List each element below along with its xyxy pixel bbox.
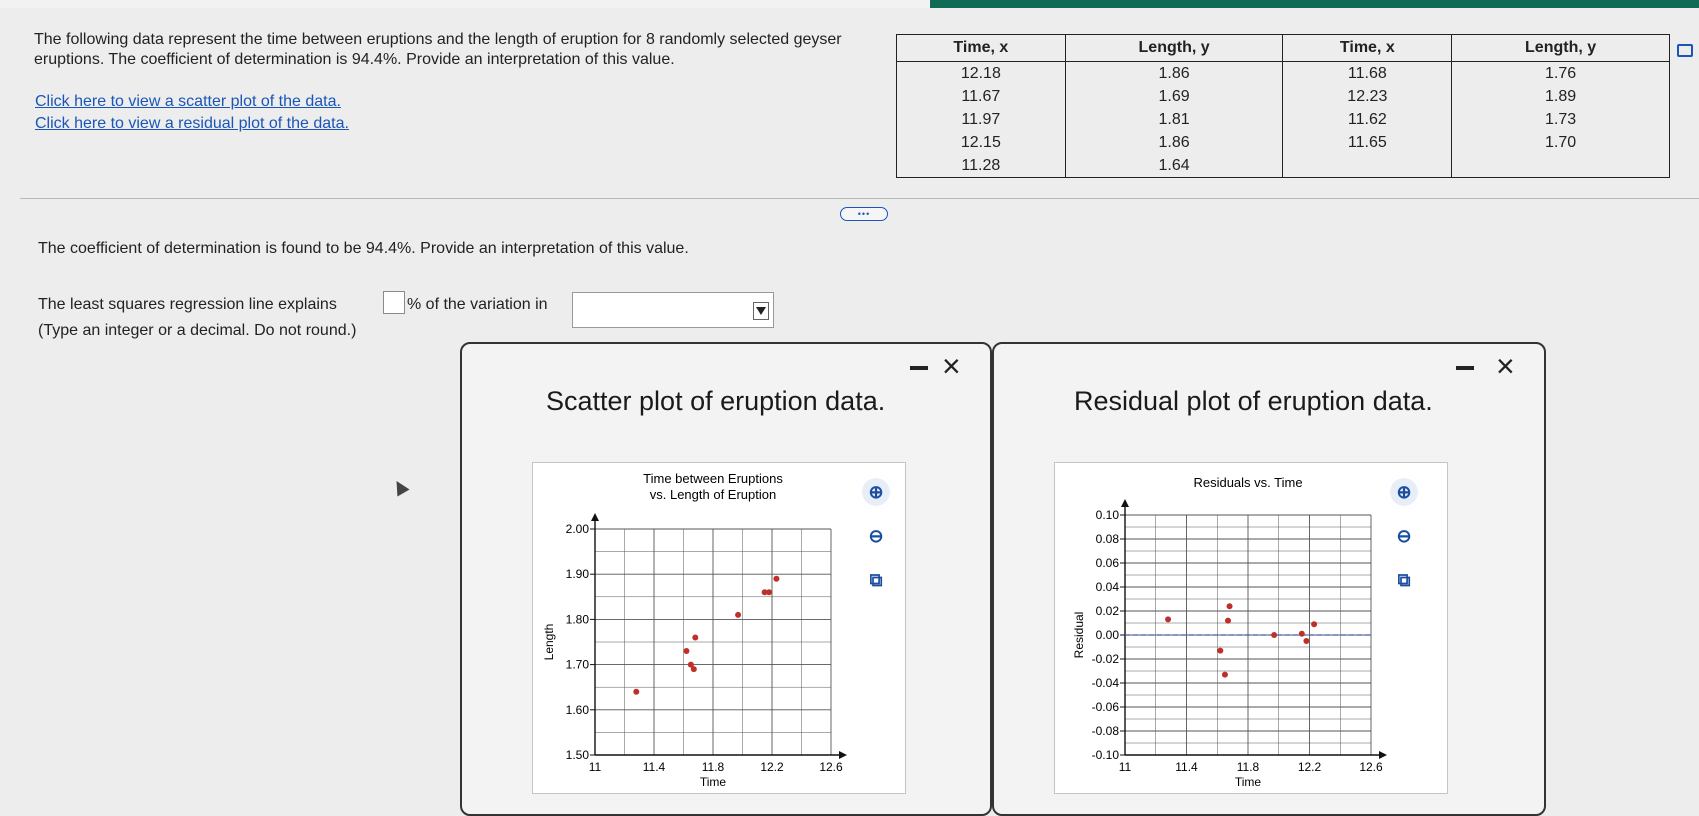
residual-chart: [1055, 463, 1447, 793]
y-tick-label: 0.04: [1095, 580, 1119, 594]
x-axis-arrow-icon: [1379, 751, 1387, 759]
table-cell: 11.28: [961, 157, 1001, 174]
data-point: [1299, 631, 1305, 637]
external-link-icon[interactable]: ⧉: [862, 566, 890, 594]
y-axis-arrow-icon: [591, 513, 599, 521]
table-cell: 1.69: [1158, 88, 1190, 105]
answer-prefix: The least squares regression line explains: [38, 296, 337, 313]
scatter-plot-link[interactable]: Click here to view a scatter plot of the data.: [35, 93, 341, 110]
data-copy-icon[interactable]: [1677, 44, 1693, 57]
table-col-length-2: [1452, 62, 1670, 178]
y-tick-label: -0.10: [1091, 748, 1119, 762]
table-cell: 1.73: [1545, 111, 1577, 128]
table-header-time-1: Time, x: [897, 35, 1066, 62]
table-header-length-2: Length, y: [1452, 35, 1670, 62]
dropdown-arrow-icon[interactable]: [753, 302, 769, 320]
question-text: The following data represent the time between eruptions and the length of eruption for 8 randomly selected geyser eruptions. The coefficient of determination is 94.4%. Provide an interpretation of this value.: [34, 31, 842, 68]
data-point: [688, 662, 694, 668]
zoom-in-icon[interactable]: ⊕: [862, 478, 890, 506]
y-tick-label: 1.50: [565, 748, 589, 762]
table-cell: 1.64: [1158, 157, 1190, 174]
data-point: [773, 576, 779, 582]
top-bar-light: [0, 0, 930, 8]
table-cell: 1.86: [1158, 134, 1190, 151]
data-point: [1311, 621, 1317, 627]
y-tick-label: 1.70: [565, 657, 589, 672]
variable-dropdown[interactable]: [572, 292, 774, 328]
table-cell: 1.89: [1545, 88, 1577, 105]
scatter-plot-window: [460, 342, 992, 816]
data-point: [1303, 638, 1309, 644]
x-axis-arrow-icon: [839, 751, 847, 759]
data-point: [1217, 648, 1223, 654]
divider-handle[interactable]: •••: [840, 207, 888, 221]
zoom-out-icon[interactable]: ⊖: [862, 522, 890, 550]
x-tick-label: 11.4: [1175, 760, 1198, 774]
data-point: [762, 589, 768, 595]
answer-hint: (Type an integer or a decimal. Do not round.): [38, 322, 357, 339]
y-tick-label: 0.08: [1095, 532, 1119, 546]
table-cell: 1.70: [1545, 134, 1577, 151]
x-tick-label: 12.6: [1359, 760, 1383, 774]
y-tick-label: -0.08: [1091, 724, 1119, 738]
y-tick-label: 0.10: [1095, 508, 1119, 522]
data-point: [1165, 616, 1171, 622]
y-tick-label: 2.00: [565, 522, 589, 536]
y-tick-label: 0.02: [1095, 604, 1119, 618]
y-tick-label: -0.04: [1091, 676, 1119, 690]
x-tick-label: 12.2: [760, 760, 784, 774]
table-col-length-1: [1065, 62, 1283, 178]
y-tick-label: -0.02: [1091, 652, 1119, 666]
x-axis-label: Time: [699, 775, 727, 789]
scatter-chart: [533, 463, 905, 793]
data-point: [1222, 672, 1228, 678]
table-col-time-2: [1283, 62, 1452, 178]
data-table: [896, 34, 1670, 178]
y-axis-arrow-icon: [1121, 499, 1129, 507]
x-tick-label: 11.8: [701, 760, 725, 774]
data-point: [1227, 603, 1233, 609]
data-point: [683, 648, 689, 654]
residual-chart-frame: [1054, 462, 1448, 794]
minimize-button[interactable]: [910, 366, 928, 370]
table-cell: 11.62: [1347, 111, 1387, 128]
zoom-out-icon[interactable]: ⊖: [1390, 522, 1418, 550]
table-cell: 1.76: [1545, 65, 1577, 82]
table-cell: 11.67: [961, 88, 1001, 105]
y-tick-label: -0.06: [1091, 700, 1119, 714]
data-point: [735, 612, 741, 618]
x-tick-label: 11: [588, 760, 602, 774]
answer-suffix: % of the variation in: [407, 296, 548, 313]
x-tick-label: 12.2: [1297, 760, 1322, 774]
chart-title: Residuals vs. Time: [1193, 475, 1303, 490]
mouse-cursor-icon: [390, 477, 409, 496]
residual-plot-link[interactable]: Click here to view a residual plot of the data.: [35, 115, 349, 132]
scatter-window-title: Scatter plot of eruption data.: [546, 386, 886, 416]
table-col-time-1: [897, 62, 1066, 178]
data-point: [1271, 632, 1277, 638]
data-point: [692, 634, 698, 640]
table-header-time-2: Time, x: [1283, 35, 1452, 62]
y-tick-label: 1.90: [565, 567, 589, 582]
table-cell: 12.15: [960, 134, 1001, 151]
prompt-text: The coefficient of determination is found to be 94.4%. Provide an interpretation of this value.: [38, 240, 689, 257]
close-button[interactable]: ×: [1496, 348, 1515, 384]
x-tick-label: 11.4: [642, 760, 666, 774]
top-bar: [0, 0, 1699, 8]
scatter-chart-frame: [532, 462, 906, 794]
table-header-length-1: Length, y: [1065, 35, 1283, 62]
x-tick-label: 11: [1118, 760, 1132, 774]
minimize-button[interactable]: [1456, 366, 1474, 370]
table-cell: 11.65: [1347, 134, 1387, 151]
y-tick-label: 1.60: [565, 702, 589, 717]
y-tick-label: 1.80: [565, 612, 589, 627]
y-tick-label: 0.06: [1095, 556, 1119, 570]
table-cell: 1.86: [1158, 65, 1190, 82]
chart-title: Time between Eruptions: [643, 471, 783, 486]
section-divider: [20, 198, 1699, 199]
chart-title-line2: vs. Length of Eruption: [649, 487, 777, 502]
table-cell: 12.18: [960, 65, 1001, 82]
table-cell: 11.68: [1347, 65, 1387, 82]
table-cell: 1.81: [1158, 111, 1190, 128]
data-point: [633, 689, 639, 695]
y-axis-label: Residual: [1072, 611, 1086, 659]
x-axis-label: Time: [1234, 775, 1262, 789]
residual-plot-window: [992, 342, 1546, 816]
percent-input[interactable]: [383, 291, 405, 314]
zoom-in-icon[interactable]: ⊕: [1390, 478, 1418, 506]
table-cell: 11.97: [961, 111, 1001, 128]
y-axis-label: Length: [542, 623, 556, 661]
residual-window-title: Residual plot of eruption data.: [1074, 386, 1433, 416]
x-tick-label: 12.6: [819, 760, 843, 774]
x-tick-label: 11.8: [1236, 760, 1260, 774]
close-button[interactable]: ×: [942, 348, 961, 384]
table-cell: 12.23: [1347, 88, 1388, 105]
data-point: [1225, 618, 1231, 624]
y-tick-label: 0.00: [1095, 628, 1119, 642]
external-link-icon[interactable]: ⧉: [1390, 566, 1418, 594]
